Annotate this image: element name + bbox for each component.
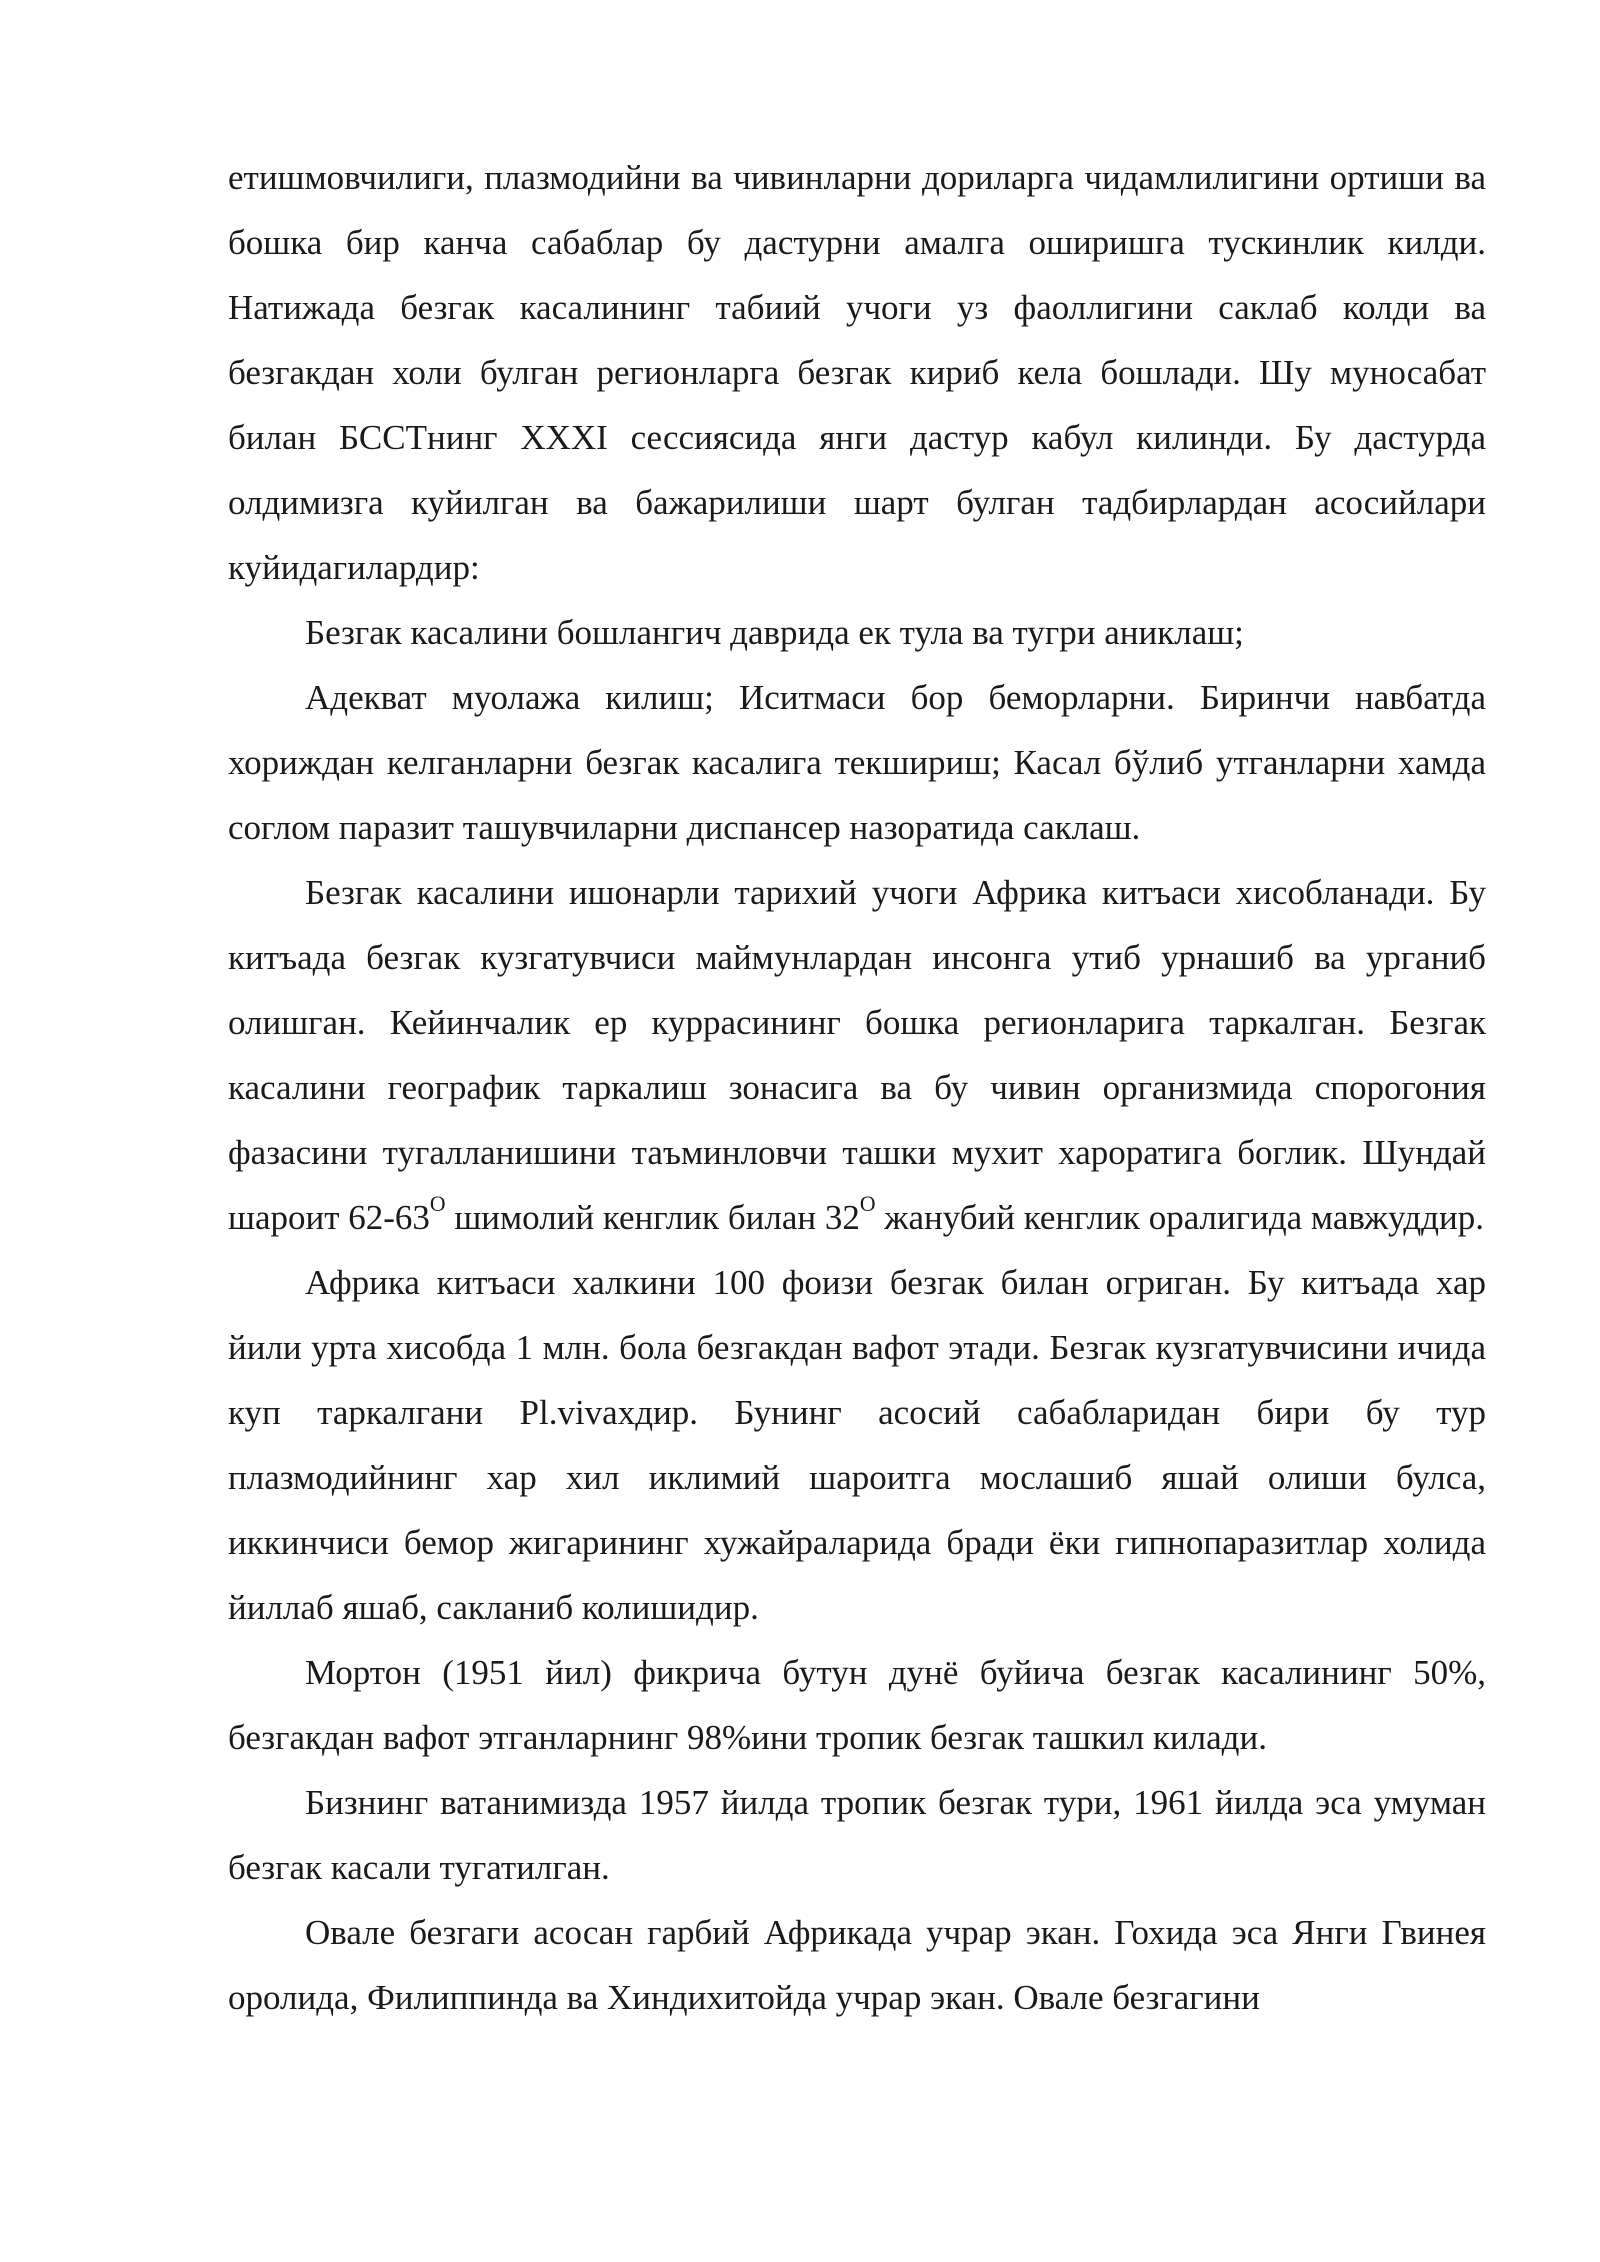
paragraph-text: Африка китъаси халкини 100 фоизи безгак билан огриган. Бу китъада хар йили урта хисобда 1 млн. бола безгакдан вафот этади. Безгак кузгатувчисини ичида куп таркалгани Pl.vivaхдир. Бунинг асосий сабабларидан бири бу тур плазмодийнинг хар хил иклимий шароитга мослашиб яшай олиши булса, иккинчиси бемор жигарининг хужайраларида бради ёки гипнопаразитлар холида йиллаб яшаб, сакланиб колишидир. bbox=[228, 1263, 1486, 1627]
paragraph bbox=[228, 1770, 1486, 1900]
paragraph bbox=[228, 860, 1486, 1250]
paragraph bbox=[228, 145, 1486, 600]
paragraph-text: етишмовчилиги, плазмодийни ва чивинларни дориларга чидамлилигини ортиши ва бошка бир канча сабаблар бу дастурни амалга оширишга тускинлик килди. Натижада безгак касалининг табиий учоги уз фаоллигини саклаб колди ва безгакдан холи булган регионларга безгак кириб кела бошлади. Шу муносабат билан БССТнинг XXXI сессиясида янги дастур кабул килинди. Бу дастурда олдимизга куйилган ва бажарилиши шарт булган тадбирлардан асосийлари куйидагилардир: bbox=[228, 158, 1486, 587]
paragraph-text: Мортон (1951 йил) фикрича бутун дунё буйича безгак касалининг 50%, безгакдан вафот этганларнинг 98%ини тропик безгак ташкил килади. bbox=[228, 1653, 1486, 1757]
paragraph-text: Безгак касалини ишонарли тарихий учоги Африка китъаси хисобланади. Бу китъада безгак кузгатувчиси маймунлардан инсонга утиб урнашиб ва урганиб олишган. Кейинчалик ер куррасининг бошка регионларига таркалган. Безгак касалини географик таркалиш зонасига ва бу чивин организмида спорогония фазасини тугалланишини таъминловчи ташки мухит хароратига боглик. Шундай шароит 62-63 bbox=[228, 873, 1486, 1237]
paragraph-text: Безгак касалини бошлангич даврида ек тула ва тугри аниклаш; bbox=[305, 613, 1244, 652]
paragraph-text: Бизнинг ватанимизда 1957 йилда тропик безгак тури, 1961 йилда эса умуман безгак касали тугатилган. bbox=[228, 1783, 1486, 1887]
paragraph bbox=[228, 1250, 1486, 1640]
paragraph bbox=[228, 1640, 1486, 1770]
degree-superscript: О bbox=[429, 1191, 446, 1216]
paragraph-text: жанубий кенглик оралигида мавжуддир. bbox=[875, 1198, 1484, 1237]
paragraph bbox=[228, 1900, 1486, 2030]
document-body bbox=[228, 145, 1486, 2030]
paragraph-text: Адекват муолажа килиш; Иситмаси бор беморларни. Биринчи навбатда хориждан келганларни безгак касалига текшириш; Касал бўлиб утганларни хамда соглом паразит ташувчиларни диспансер назоратида саклаш. bbox=[228, 678, 1486, 847]
paragraph bbox=[228, 600, 1486, 665]
degree-superscript: О bbox=[859, 1191, 876, 1216]
paragraph bbox=[228, 665, 1486, 860]
paragraph-text: шимолий кенглик билан 32 bbox=[445, 1198, 860, 1237]
paragraph-text: Овале безгаги асосан гарбий Африкада учрар экан. Гохида эса Янги Гвинея оролида, Филиппинда ва Хиндихитойда учрар экан. Овале безгагини bbox=[228, 1913, 1486, 2017]
